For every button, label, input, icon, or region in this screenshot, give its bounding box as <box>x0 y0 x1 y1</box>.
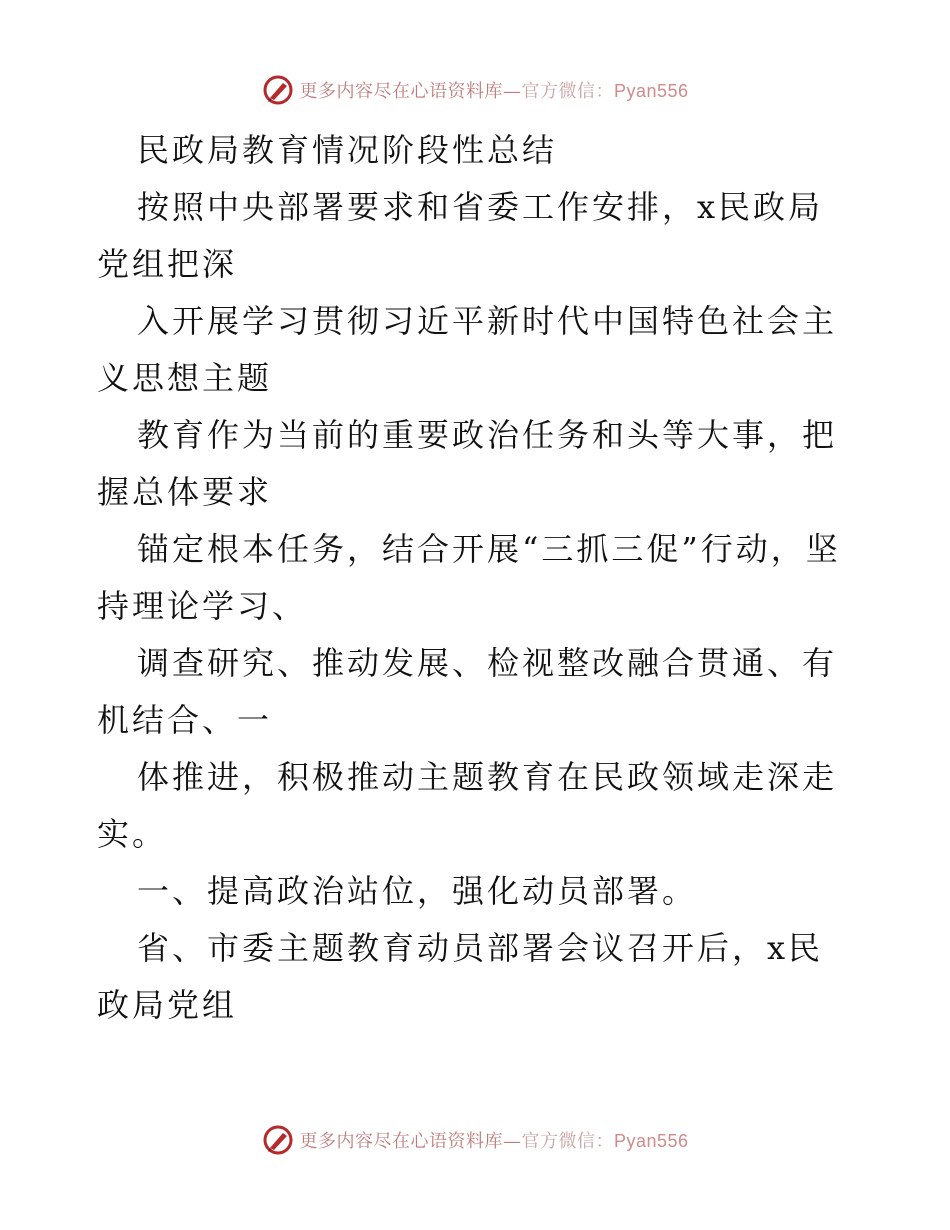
paragraph: 调查研究、推动发展、检视整改融合贯通、有机结合、一 <box>97 644 838 739</box>
document-body <box>97 122 857 1034</box>
header-watermark-banner <box>0 70 950 110</box>
header-watermark-text: 更多内容尽在心语资料库—官方微信：Pyan556 <box>299 81 689 102</box>
pen-logo-icon <box>261 1123 295 1157</box>
document-title: 民政局教育情况阶段性总结 <box>137 131 558 169</box>
pen-logo-icon <box>261 73 295 107</box>
paragraph: 按照中央部署要求和省委工作安排，x民政局党组把深 <box>97 188 824 283</box>
section-heading: 一、提高政治站位，强化动员部署。 <box>137 872 698 910</box>
footer-watermark-text: 更多内容尽在心语资料库—官方微信：Pyan556 <box>299 1131 689 1152</box>
paragraph: 入开展学习贯彻习近平新时代中国特色社会主义思想主题 <box>97 302 838 397</box>
footer-watermark-banner <box>0 1120 950 1160</box>
paragraph: 教育作为当前的重要政治任务和头等大事，把握总体要求 <box>97 416 838 511</box>
paragraph: 省、市委主题教育动员部署会议召开后，x民政局党组 <box>97 929 824 1024</box>
paragraph: 锚定根本任务，结合开展“三抓三促”行动，坚持理论学习、 <box>97 530 841 625</box>
paragraph: 体推进，积极推动主题教育在民政领域走深走实。 <box>97 758 838 853</box>
